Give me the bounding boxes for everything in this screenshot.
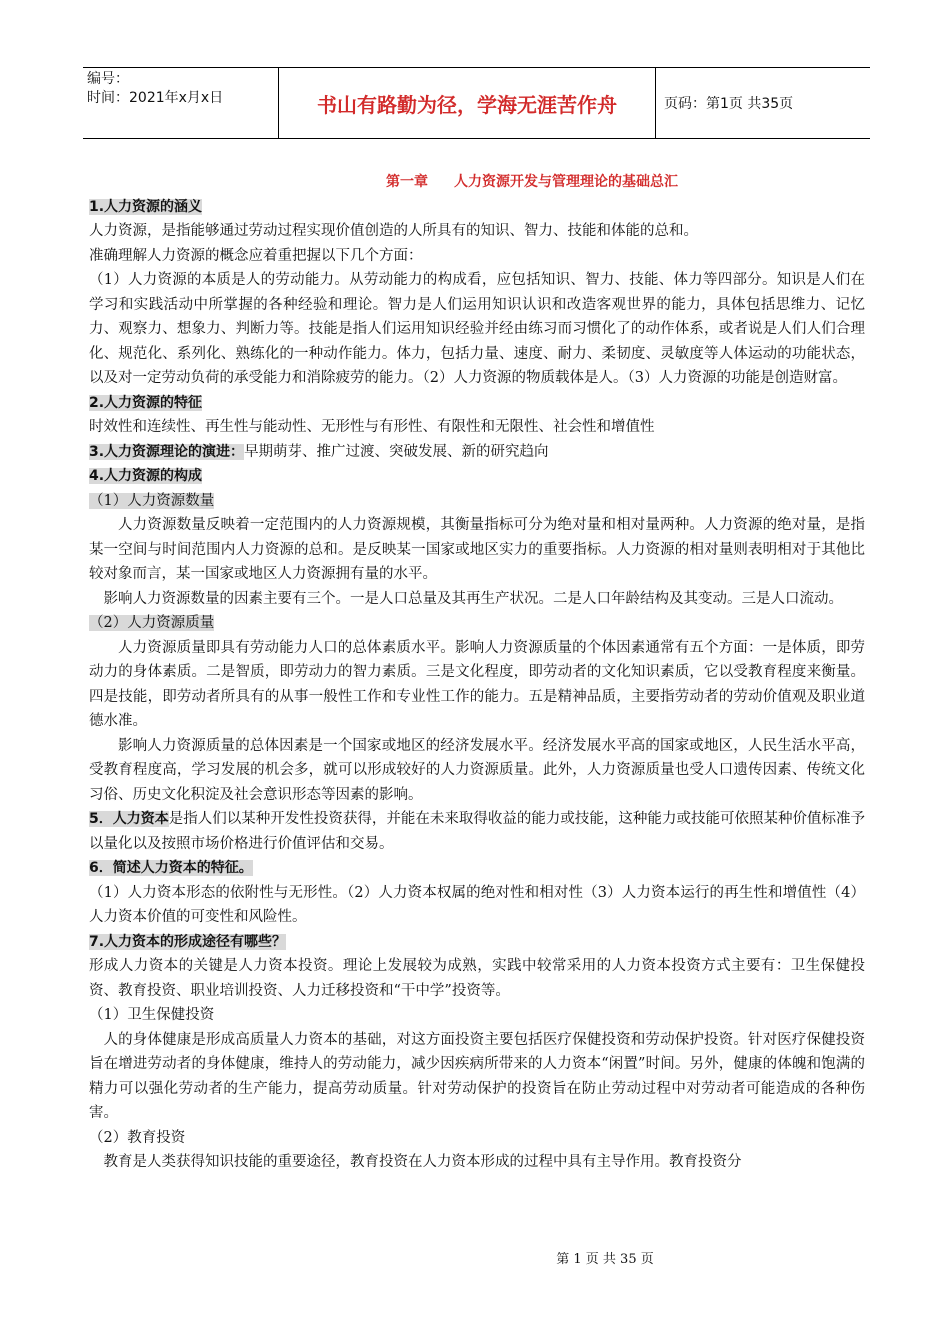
header-info-cell — [83, 68, 279, 138]
section-title-6: 6．简述人力资本的特征。 — [89, 860, 253, 876]
document-body — [89, 170, 865, 1175]
page-header — [83, 67, 870, 139]
paragraph: 人的身体健康是形成高质量人力资本的基础，对这方面投资主要包括医疗保健投资和劳动保护投资。针对医疗保健投资旨在增进劳动者的身体健康，维持人的劳动能力，减少因疾病所带来的人力资本“闲置”时间。另外，健康的体魄和饱满的精力可以强化劳动者的生产能力，提高劳动质量。针对劳动保护的投资旨在防止劳动过程中对劳动者可能造成的各种伤害。 — [89, 1031, 865, 1121]
section-title-4: 4.人力资源的构成 — [89, 468, 203, 484]
paragraph: （1）人力资本形态的依附性与无形性。（2）人力资本权属的绝对性和相对性（3）人力资本运行的再生性和增值性（4）人力资本价值的可变性和风险性。 — [89, 884, 865, 925]
paragraph: 教育是人类获得知识技能的重要途径，教育投资在人力资本形成的过程中具有主导作用。教育投资分 — [103, 1154, 742, 1170]
number-label: 编号： — [87, 71, 129, 87]
paragraph: 影响人力资源质量的总体因素是一个国家或地区的经济发展水平。经济发展水平高的国家或地区，人民生活水平高，受教育程度高，学习发展的机会多，就可以形成较好的人力资源质量。此外，人力资源质量也受人口遗传因素、传统文化习俗、历史文化积淀及社会意识形态等因素的影响。 — [89, 737, 865, 803]
subsection-title: （2）教育投资 — [89, 1129, 186, 1146]
paragraph: （1）人力资源的本质是人的劳动能力。从劳动能力的构成看，应包括知识、智力、技能、体力等四部分。知识是人们在学习和实践活动中所掌握的各种经验和理论。智力是人们运用知识认识和改造客观世界的能力，具体包括思维力、记忆力、观察力、想象力、判断力等。技能是指人们运用知识经验并经由练习而习惯化了的动作体系，或者说是人们人们合理化、规范化、系列化、熟练化的一种动作能力。体力，包括力量、速度、耐力、柔韧度、灵敏度等人体运动的功能状态，以及对一定劳动负荷的承受能力和消除疲劳的能力。（2）人力资源的物质载体是人。（3）人力资源的功能是创造财富。 — [89, 272, 865, 386]
section-title-5: 5．人力资本 — [89, 811, 169, 827]
paragraph: 时效性和连续性、再生性与能动性、无形性与有形性、有限性和无限性、社会性和增值性 — [89, 419, 655, 435]
chapter-number: 第一章 — [386, 174, 428, 190]
section-3-text: 早期萌芽、推广过渡、突破发展、新的研究趋向 — [244, 443, 549, 460]
section-5-text: 是指人们以某种开发性投资获得，并能在未来取得收益的能力或技能，这种能力或技能可依照某种价值标准予以量化以及按照市场价格进行价值评估和交易。 — [89, 811, 865, 852]
chapter-heading — [89, 170, 865, 195]
page-label: 页码：第1页 共35页 — [664, 96, 794, 112]
paragraph: 形成人力资本的关键是人力资本投资。理论上发展较为成熟，实践中较常采用的人力资本投资方式主要有：卫生保健投资、教育投资、职业培训投资、人力迁移投资和“干中学”投资等。 — [89, 958, 865, 999]
chapter-title: 人力资源开发与管理理论的基础总汇 — [454, 174, 678, 190]
subsection-title: （1）卫生保健投资 — [89, 1007, 215, 1023]
section-title-7: 7.人力资本的形成途径有哪些？ — [89, 933, 287, 950]
page-footer: 第 1 页 共 35 页 — [556, 1252, 654, 1267]
section-title-1: 1.人力资源的涵义 — [89, 198, 203, 215]
paragraph: 人力资源数量反映着一定范围内的人力资源规模，其衡量指标可分为绝对量和相对量两种。人力资源的绝对量，是指某一空间与时间范围内人力资源的总和。是反映某一国家或地区实力的重要指标。人力资源的相对量则表明相对于其他比较对象而言，某一国家或地区人力资源拥有量的水平。 — [89, 517, 865, 582]
subsection-title: （2）人力资源质量 — [89, 615, 215, 631]
paragraph: 影响人力资源数量的因素主要有三个。一是人口总量及其再生产状况。二是人口年龄结构及其变动。三是人口流动。 — [103, 590, 843, 607]
section-title-2: 2.人力资源的特征 — [89, 394, 203, 411]
subsection-title: （1）人力资源数量 — [89, 492, 215, 509]
section-title-3: 3.人力资源理论的演进： — [89, 443, 245, 460]
paragraph: 准确理解人力资源的概念应着重把握以下几个方面： — [89, 247, 423, 264]
date-label: 时间：2021年x月x日 — [87, 90, 224, 106]
motto: 书山有路勤为径，学海无涯苦作舟 — [279, 68, 656, 138]
paragraph: 人力资源质量即具有劳动能力人口的总体素质水平。影响人力资源质量的个体因素通常有五个方面：一是体质，即劳动力的身体素质。二是智质，即劳动力的智力素质。三是文化程度，即劳动者的文化知识素质，它以受教育程度来衡量。四是技能，即劳动者所具有的从事一般性工作和专业性工作的能力。五是精神品质，主要指劳动者的劳动价值观及职业道德水准。 — [89, 639, 865, 729]
paragraph: 人力资源，是指能够通过劳动过程实现价值创造的人所具有的知识、智力、技能和体能的总和。 — [89, 223, 698, 239]
